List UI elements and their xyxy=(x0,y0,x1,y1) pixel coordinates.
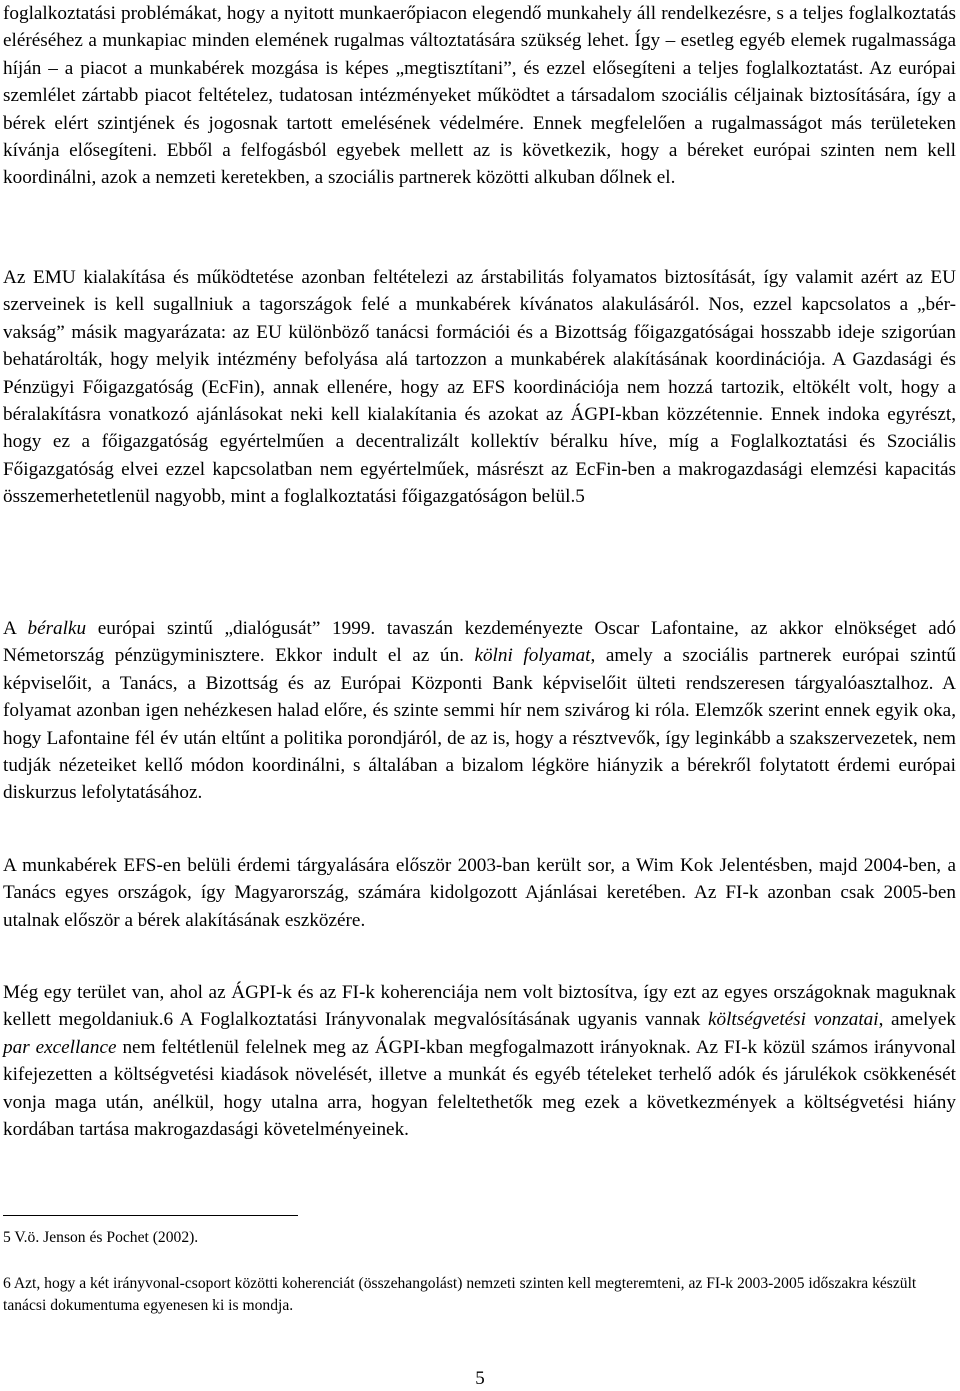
paragraph-5-italic-koltsegvetesi-vonzatai: költségvetési vonzatai xyxy=(707,1009,879,1031)
paragraph-1 xyxy=(3,0,956,192)
paragraph-5 xyxy=(3,979,956,1143)
paragraph-3-text-a: A xyxy=(3,618,28,639)
paragraph-3-italic-beralku: béralku xyxy=(27,618,87,639)
paragraph-5-text-a: Még egy terület van, ahol az ÁGPI-k és az FI-k koherenciája nem volt biztosítva, így ezt az egyes országoknak maguknak kellett megoldaniuk.6 A Foglalkoztatási Irányvonalak megvalósításának ugyanis vannak xyxy=(3,982,956,1031)
paragraph-3-text-b: európai szintű „dialógusát” 1999. tavaszán kezdeményezte Oscar Lafontaine, az akkor elnökséget adó Németország pénzügyminisztere. Ekkor indult el az ún. xyxy=(3,618,956,667)
page-number: 5 xyxy=(475,1368,485,1389)
paragraph-4-text: A munkabérek EFS-en belüli érdemi tárgyalására először 2003-ban került sor, a Wim Kok Jelentésben, majd 2004-ben, a Tanács egyes országok, így Magyarország, számára kidolgozott Ajánlásai keretében. Az FI-k azonban csak 2005-ben utalnak először a bérek alakításának eszközére. xyxy=(3,855,956,931)
footnote-5-text: 5 V.ö. Jenson és Pochet (2002). xyxy=(3,1229,199,1246)
footnote-6 xyxy=(3,1273,953,1317)
paragraph-5-italic-par-excellance: par excellance xyxy=(3,1036,117,1058)
paragraph-3-text-c: , amely a szociális partnerek európai szintű képviselőit, a Tanács, a Bizottság és az Európai Központi Bank képviselőit ülteti rendszeresen tárgyalóasztalhoz. A folyamat azonban igen nehézkesen halad előre, és szinte semmi hír nem szivárog ki róla. Elemzők szerint ennek egyik oka, hogy Lafontaine fél év után eltűnt a politika porondjáról, de az is, hogy a résztvevők, így leginkább a szakszervezetek, nem tudják nézeteiket kellő módon koordinálni, s általában a bizalom légköre hiányzik a bérekről folytatott érdemi európai diskurzus lefolytatásához. xyxy=(3,645,957,804)
footnote-separator xyxy=(3,1215,298,1216)
footnote-6-text: 6 Azt, hogy a két irányvonal-csoport közötti koherenciát (összehangolást) nemzeti szinten kell megteremteni, az FI-k 2003-2005 időszakra készült tanácsi dokumentuma egyenesen ki is mondja. xyxy=(3,1275,917,1314)
paragraph-3-italic-kolni-folyamat: kölni folyamat xyxy=(474,645,591,667)
paragraph-2 xyxy=(3,264,956,511)
paragraph-3 xyxy=(3,615,956,807)
paragraph-2-text: Az EMU kialakítása és működtetése azonban feltételezi az árstabilitás folyamatos biztosítását, így valamit azért az EU szerveinek is kell sugallniuk a tagországok felé a munkabérek kívánatos alakulásáról. Nos, ezzel kapcsolatos a „bér-vakság” másik magyarázata: az EU különböző tanácsi formációi és a Bizottság főigazgatóságai hosszabb ideje szigorúan behatárolták, hogy melyik intézmény befolyása alá tartozzon a munkabérek alakításának koordinációja. A Gazdasági és Pénzügyi Főigazgatóság (EcFin), annak ellenére, hogy az EFS koordinációja nem hozzá tartozik, eltökélt volt, hogy a béralakításra vonatkozó ajánlásokat neki kell kialakítania és azokat az ÁGPI-kban közzétennie. Ennek indoka egyrészt, hogy ez a főigazgatóság egyértelműen a decentralizált kollektív béralku híve, míg a Foglalkoztatási és Szociális Főigazgatóság elvei ezzel kapcsolatban nem egyértelműek, másrészt az EcFin-ben a makrogazdasági elemzési kapacitás összemerhetetlenül nagyobb, mint a foglalkoztatási főigazgatóságon belül.5 xyxy=(3,267,956,508)
footnote-5 xyxy=(3,1227,953,1249)
paragraph-1-text: foglalkoztatási problémákat, hogy a nyitott munkaerőpiacon elegendő munkahely áll rendelkezésre, s a teljes foglalkoztatás eléréséhez a munkapiac minden elemének rugalmas változtatására szükség lehet. Így – esetleg egyéb elemek rugalmassága híján – a piacot a munkabérek mozgása is képes „megtisztítani”, és ezzel elősegíteni a teljes foglalkoztatást. Az európai szemlélet zártabb piacot feltételez, tudatosan intézményeket működtet a társadalom szociális céljainak biztosítására, így a bérek elért szintjének és jogosnak tartott emelésének védelmére. Ennek megfelelően a rugalmasságot más területeken kívánja elősegíteni. Ebből a felfogásból egyebek mellett az is következik, hogy a béreket európai szinten nem kell koordinálni, azok a nemzeti keretekben, a szociális partnerek közötti alkuban dőlnek el. xyxy=(3,3,956,189)
paragraph-5-text-c: nem feltétlenül felelnek meg az ÁGPI-kban megfogalmazott irányoknak. Az FI-k közül számos irányvonal kifejezetten a költségvetési kiadások növelését, illetve a munkát és egyéb tételeket terhelő adók és járulékok csökkenését vonja maga után, anélkül, hogy utalna arra, hogyan feleltethetők meg ezek a következmények a költségvetési hiány kordában tartása makrogazdasági követelményeinek. xyxy=(3,1036,956,1141)
paragraph-4 xyxy=(3,852,956,934)
paragraph-5-text-b: , amelyek xyxy=(878,1009,956,1031)
